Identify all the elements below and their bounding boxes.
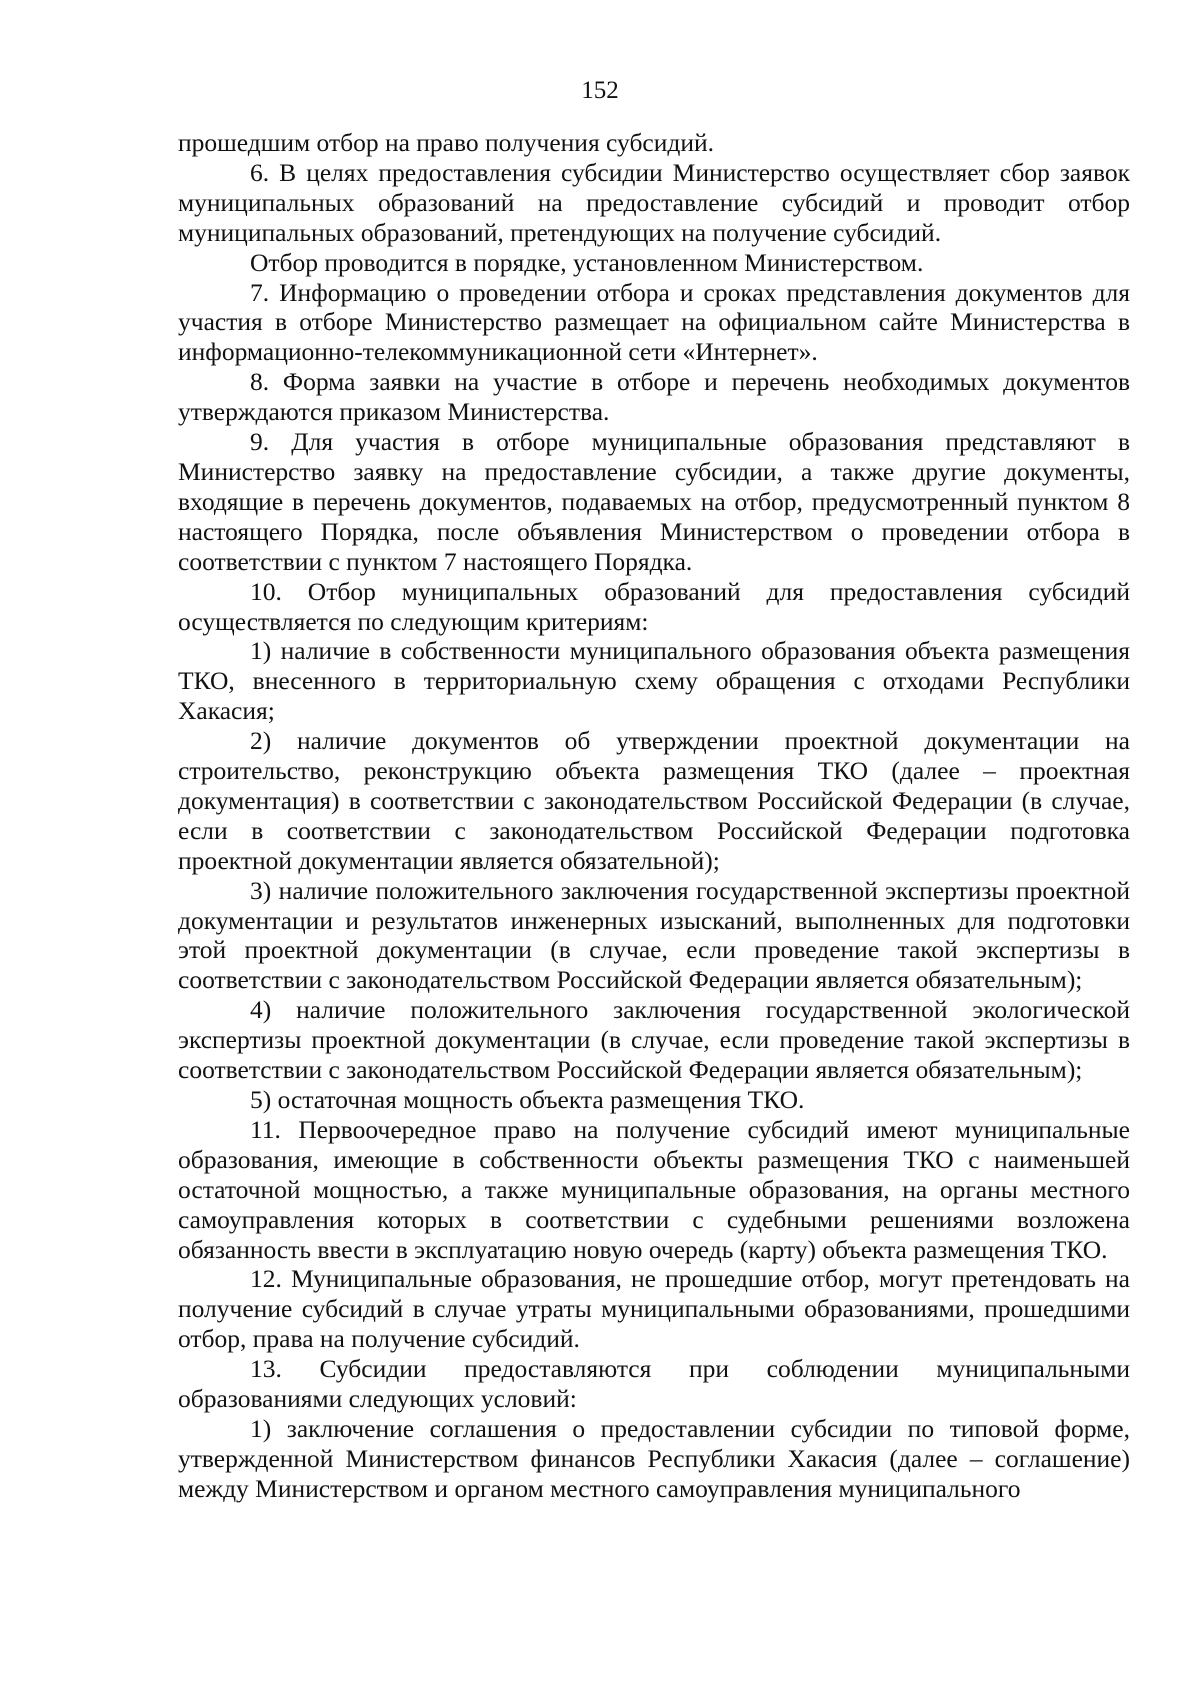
criterion-4: 4) наличие положительного заключения государственной экологической экспертизы проектной документации (в случае, если проведение такой экспертизы в соответствии с законодательством Российской Федерации является обязательным); xyxy=(178,995,1130,1085)
criterion-2: 2) наличие документов об утверждении проектной документации на строительство, реконструкцию объекта размещения ТКО (далее – проектная документация) в соответствии с законодательством Российской Федерации (в случае, если в соответствии с законодательством Российской Федерации подготовка проектной документации является обязательной); xyxy=(178,726,1130,875)
paragraph-item-11: 11. Первоочередное право на получение субсидий имеют муниципальные образования, имеющие в собственности объекты размещения ТКО с наименьшей остаточной мощностью, а также муниципальные образования, на органы местного самоуправления которых в соответствии с судебными решениями возложена обязанность ввести в эксплуатацию новую очередь (карту) объекта размещения ТКО. xyxy=(178,1114,1130,1264)
condition-1: 1) заключение соглашения о предоставлении субсидии по типовой форме, утвержденной Министерством финансов Республики Хакасия (далее – соглашение) между Министерством и органом местного самоуправления муниципального xyxy=(178,1413,1130,1503)
paragraph-selection-procedure: Отбор проводится в порядке, установленном Министерством. xyxy=(250,247,924,277)
criterion-3: 3) наличие положительного заключения государственной экспертизы проектной документации и результатов инженерных изысканий, выполненных для подготовки этой проектной документации (в случае, если проведение такой экспертизы в соответствии с законодательством Российской Федерации является обязательным); xyxy=(178,875,1130,995)
paragraph-continuation: прошедшим отбор на право получения субсидий. xyxy=(178,128,715,157)
paragraph-item-12: 12. Муниципальные образования, не прошедшие отбор, могут претендовать на получение субсидий в случае утраты муниципальными образованиями, прошедшими отбор, права на получение субсидий. xyxy=(178,1264,1130,1354)
paragraph-item-13: 13. Субсидии предоставляются при соблюдении муниципальными образованиями следующих условий: xyxy=(178,1354,1130,1414)
paragraph-item-9: 9. Для участия в отборе муниципальные образования представляют в Министерство заявку на предоставление субсидии, а также другие документы, входящие в перечень документов, подаваемых на отбор, предусмотренный пунктом 8 настоящего Порядка, после объявления Министерством о проведении отбора в соответствии с пунктом 7 настоящего Порядка. xyxy=(178,427,1130,576)
paragraph-item-7: 7. Информацию о проведении отбора и сроках представления документов для участия в отборе Министерство размещает на официальном сайте Министерства в информационно-телекоммуникационной сети «Интернет». xyxy=(178,277,1130,367)
paragraph-item-10: 10. Отбор муниципальных образований для предоставления субсидий осуществляется по следующим критериям: xyxy=(178,576,1130,636)
paragraph-item-6: 6. В целях предоставления субсидии Министерство осуществляет сбор заявок муниципальных образований на предоставление субсидий и проводит отбор муниципальных образований, претендующих на получение субсидий. xyxy=(178,157,1130,247)
criterion-5: 5) остаточная мощность объекта размещения ТКО. xyxy=(250,1085,805,1114)
paragraph-item-8: 8. Форма заявки на участие в отборе и перечень необходимых документов утверждаются приказом Министерства. xyxy=(178,367,1130,427)
document-body xyxy=(178,128,1130,1504)
page-number: 152 xyxy=(581,77,619,104)
criterion-1: 1) наличие в собственности муниципального образования объекта размещения ТКО, внесенного в территориальную схему обращения с отходами Республики Хакасия; xyxy=(178,636,1130,726)
